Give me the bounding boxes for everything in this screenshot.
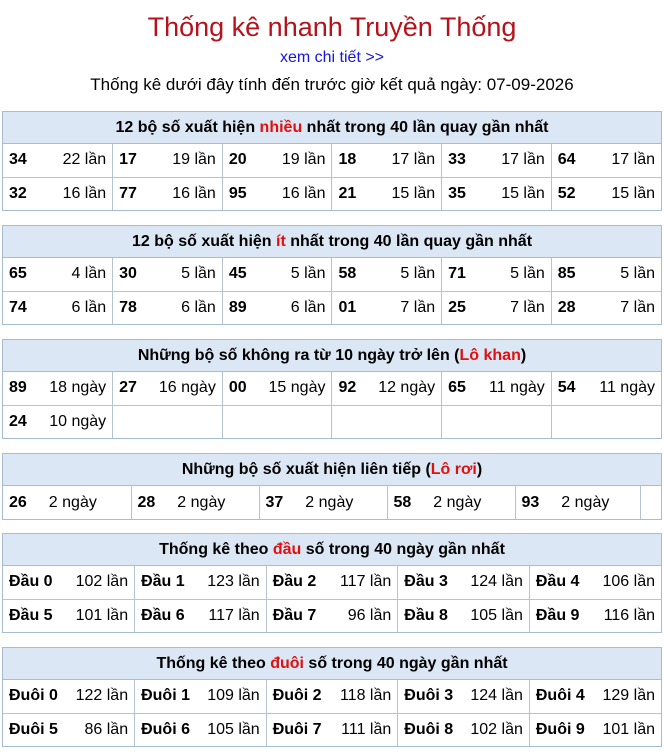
most-frequent-table (3, 144, 661, 210)
stat-cell: 35 15 lần (442, 177, 552, 210)
empty-cell (442, 405, 552, 438)
head-digit-heading: Thống kê theo đầu số trong 40 ngày gần nhất (3, 534, 661, 566)
table-row (3, 372, 661, 405)
stat-cell: Đầu 0 102 lần (3, 566, 135, 599)
stat-cell: Đầu 5 101 lần (3, 599, 135, 632)
table-row (3, 144, 661, 177)
lo-khan-table (3, 372, 661, 438)
stat-cell: 27 16 ngày (113, 372, 223, 405)
least-frequent-heading: 12 bộ số xuất hiện ít nhất trong 40 lần quay gần nhất (3, 226, 661, 258)
stat-cell: 25 7 lần (442, 291, 552, 324)
stat-cell: 34 22 lần (3, 144, 113, 177)
stat-cell: Đuôi 1 109 lần (135, 680, 267, 713)
table-row (3, 291, 661, 324)
table-row (3, 177, 661, 210)
stat-cell: 20 19 lần (222, 144, 332, 177)
tail-digit-heading: Thống kê theo đuôi số trong 40 ngày gần nhất (3, 648, 661, 680)
stat-cell: 93 2 ngày (515, 486, 640, 519)
empty-cell (222, 405, 332, 438)
table-row (3, 599, 661, 632)
stat-cell: 28 7 lần (557, 298, 655, 316)
lo-khan-heading: Những bộ số không ra từ 10 ngày trở lên (Lô khan) (3, 340, 661, 372)
most-frequent-heading: 12 bộ số xuất hiện nhiều nhất trong 40 lần quay gần nhất (3, 112, 661, 144)
stat-cell: Đầu 7 96 lần (266, 599, 398, 632)
table-row (3, 713, 661, 746)
stat-cell: 45 5 lần (222, 258, 332, 291)
stat-cell: 32 16 lần (3, 177, 113, 210)
head-digit-panel (2, 533, 662, 633)
stat-cell: 64 17 lần (551, 144, 661, 177)
view-details-link[interactable]: xem chi tiết >> (279, 49, 385, 66)
stat-cell: 78 6 lần (113, 291, 223, 324)
empty-cell (332, 405, 442, 438)
empty-cell (113, 405, 223, 438)
lo-roi-panel (2, 453, 662, 520)
stat-cell: Đuôi 0 122 lần (3, 680, 135, 713)
stat-cell: 58 2 ngày (387, 486, 515, 519)
stat-cell: 52 15 lần (557, 184, 655, 202)
lo-roi-table (3, 486, 661, 519)
stat-cell: 85 5 lần (551, 258, 661, 291)
table-row (3, 405, 661, 438)
page-title: Thống kê nhanh Truyền Thống (147, 12, 517, 42)
stat-cell: Đầu 6 117 lần (135, 599, 267, 632)
stat-cell: Đuôi 6 105 lần (135, 713, 267, 746)
stat-cell: 58 5 lần (332, 258, 442, 291)
table-row (3, 258, 661, 291)
stat-cell: 26 2 ngày (3, 486, 131, 519)
stat-cell: Đuôi 9 101 lần (535, 720, 655, 738)
stat-cell: 95 16 lần (222, 177, 332, 210)
stat-cell: 00 15 ngày (222, 372, 332, 405)
stat-cell: 33 17 lần (442, 144, 552, 177)
stat-cell: 54 11 ngày (551, 372, 661, 405)
lo-roi-heading: Những bộ số xuất hiện liên tiếp (Lô rơi) (3, 454, 661, 486)
stat-cell: 74 6 lần (3, 291, 113, 324)
head-digit-table (3, 566, 661, 632)
stat-cell: Đuôi 7 111 lần (266, 713, 398, 746)
stat-cell: 77 16 lần (113, 177, 223, 210)
table-row (3, 486, 661, 519)
stat-cell: 18 17 lần (332, 144, 442, 177)
tail-digit-panel (2, 647, 662, 747)
stat-cell: Đuôi 5 86 lần (3, 713, 135, 746)
stat-cell: 17 19 lần (113, 144, 223, 177)
stat-cell: 65 11 ngày (442, 372, 552, 405)
stat-cell: 28 2 ngày (131, 486, 259, 519)
stat-cell: Đầu 9 116 lần (535, 606, 655, 624)
stat-cell: 30 5 lần (113, 258, 223, 291)
stat-cell: 89 6 lần (222, 291, 332, 324)
stat-cell: Đầu 1 123 lần (135, 566, 267, 599)
empty-cell (551, 405, 661, 438)
stat-cell: 71 5 lần (442, 258, 552, 291)
stat-cell: Đầu 2 117 lần (266, 566, 398, 599)
least-frequent-panel (2, 225, 662, 325)
heading-highlight: Lô rơi (430, 461, 477, 478)
least-frequent-table (3, 258, 661, 324)
stat-cell: Đầu 8 105 lần (398, 599, 530, 632)
heading-highlight: nhiều (259, 119, 303, 136)
stat-cell: Đuôi 4 129 lần (529, 680, 661, 713)
heading-highlight: Lô khan (459, 347, 521, 364)
stat-cell: Đuôi 8 102 lần (398, 713, 530, 746)
stats-date-subtitle: Thống kê dưới đây tính đến trước giờ kết quả ngày: 07-09-2026 (90, 75, 574, 94)
lo-khan-panel (2, 339, 662, 439)
table-row (3, 680, 661, 713)
empty-cell (640, 486, 661, 519)
stat-cell: 01 7 lần (332, 291, 442, 324)
heading-highlight: đuôi (270, 655, 304, 672)
stat-cell: Đầu 4 106 lần (529, 566, 661, 599)
heading-highlight: ít (276, 233, 286, 250)
stat-cell: 24 10 ngày (3, 405, 113, 438)
stat-cell: Đầu 3 124 lần (398, 566, 530, 599)
stat-cell: 89 18 ngày (3, 372, 113, 405)
table-row (3, 566, 661, 599)
stat-cell: 37 2 ngày (259, 486, 387, 519)
stat-cell: 92 12 ngày (332, 372, 442, 405)
stat-cell: Đuôi 3 124 lần (398, 680, 530, 713)
stat-cell: 65 4 lần (3, 258, 113, 291)
stat-cell: Đuôi 2 118 lần (266, 680, 398, 713)
heading-highlight: đầu (272, 541, 302, 558)
most-frequent-panel (2, 111, 662, 211)
stat-cell: 21 15 lần (332, 177, 442, 210)
tail-digit-table (3, 680, 661, 746)
